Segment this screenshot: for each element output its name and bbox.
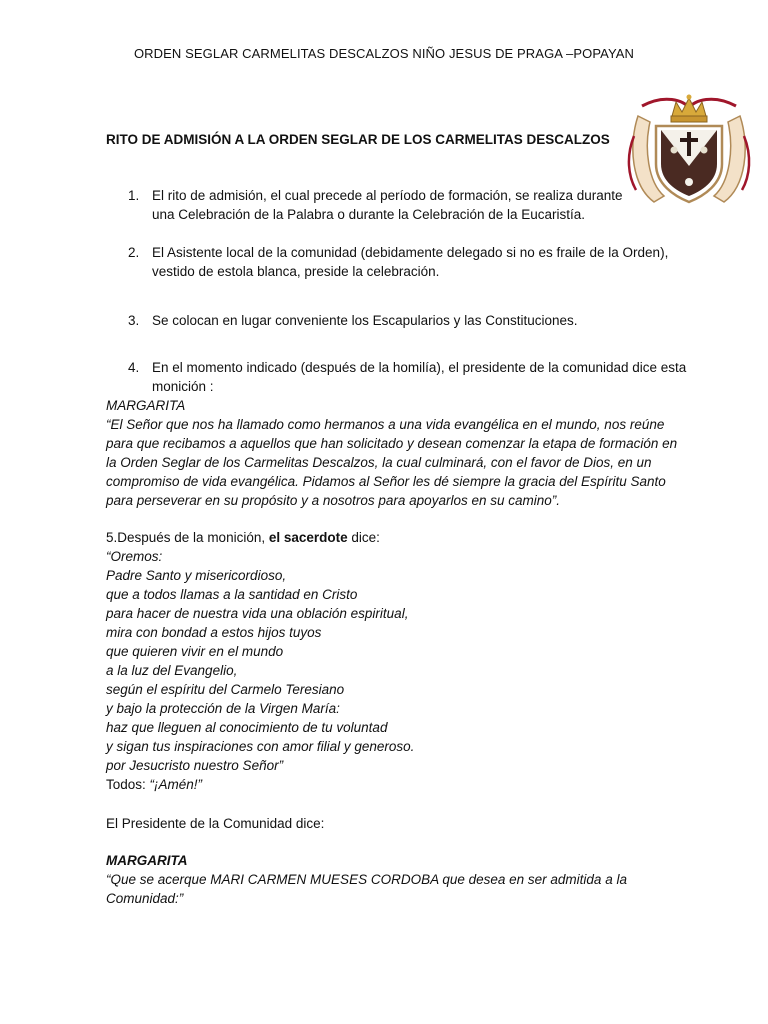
- list-item-text: En el momento indicado (después de la homilía), el presidente de la comunidad dice esta: [152, 360, 687, 375]
- speaker-name: MARGARITA: [106, 398, 186, 413]
- monition-line: para perseverar en su propósito y a nosotros para apoyarlos en su camino”.: [106, 493, 560, 508]
- prayer-line: para hacer de nuestra vida una oblación espiritual,: [106, 606, 409, 621]
- list-item-number: 3.: [128, 313, 140, 328]
- prayer-line: que a todos llamas a la santidad en Cristo: [106, 587, 358, 602]
- speaker-name: MARGARITA: [106, 853, 188, 868]
- list-item-number: 4.: [128, 360, 140, 375]
- monition-line: la Orden Seglar de los Carmelitas Descalzos, la cual culminará, con el favor de Dios, en un: [106, 455, 652, 470]
- list-item-text: Se colocan en lugar conveniente los Escapularios y las Constituciones.: [152, 313, 578, 328]
- prayer-line: según el espíritu del Carmelo Teresiano: [106, 682, 345, 697]
- prayer-line: a la luz del Evangelio,: [106, 663, 238, 678]
- list-item-text: El Asistente local de la comunidad (debidamente delegado si no es fraile de la Orden),: [152, 245, 669, 260]
- monition-line: para que recibamos a aquellos que han solicitado y desean comenzar la etapa de formación en: [106, 436, 678, 451]
- document-header: ORDEN SEGLAR CARMELITAS DESCALZOS NIÑO JESUS DE PRAGA –POPAYAN: [133, 46, 635, 61]
- prayer-line: y bajo la protección de la Virgen María:: [106, 701, 340, 716]
- prayer-line: mira con bondad a estos hijos tuyos: [106, 625, 322, 640]
- president-line: El Presidente de la Comunidad dice:: [106, 816, 325, 831]
- list-item-number: 1.: [128, 188, 140, 203]
- closing-line: “Que se acerque MARI CARMEN MUESES CORDOBA que desea en ser admitida a la: [106, 872, 627, 887]
- closing-line: Comunidad:”: [106, 891, 184, 906]
- prayer-block: [106, 528, 706, 794]
- monition-block: [106, 396, 706, 510]
- closing-block: [106, 851, 706, 908]
- document-title: RITO DE ADMISIÓN A LA ORDEN SEGLAR DE LOS CARMELITAS DESCALZOS: [106, 132, 610, 147]
- list-item-text: una Celebración de la Palabra o durante la Celebración de la Eucaristía.: [152, 207, 586, 222]
- prayer-line: haz que lleguen al conocimiento de tu voluntad: [106, 720, 388, 735]
- monition-line: compromiso de vida evangélica. Pidamos al Señor les dé siempre la gracia del Espíritu Santo: [106, 474, 666, 489]
- prayer-line: que quieren vivir en el mundo: [106, 644, 284, 659]
- prayer-line: y sigan tus inspiraciones con amor filial y generoso.: [106, 739, 415, 754]
- list-item-number: 2.: [128, 245, 140, 260]
- todos-response: Todos: “¡Amén!”: [106, 777, 203, 792]
- step-5-heading: 5.Después de la monición, el sacerdote dice:: [106, 530, 380, 545]
- monition-line: “El Señor que nos ha llamado como hermanos a una vida evangélica en el mundo, nos reúne: [106, 417, 665, 432]
- list-item-text: El rito de admisión, el cual precede al período de formación, se realiza durante: [152, 188, 623, 203]
- list-item-text: monición :: [152, 379, 214, 394]
- prayer-line: “Oremos:: [106, 549, 163, 564]
- prayer-line: por Jesucristo nuestro Señor”: [106, 758, 284, 773]
- prayer-line: Padre Santo y misericordioso,: [106, 568, 287, 583]
- list-item-text: vestido de estola blanca, preside la celebración.: [152, 264, 440, 279]
